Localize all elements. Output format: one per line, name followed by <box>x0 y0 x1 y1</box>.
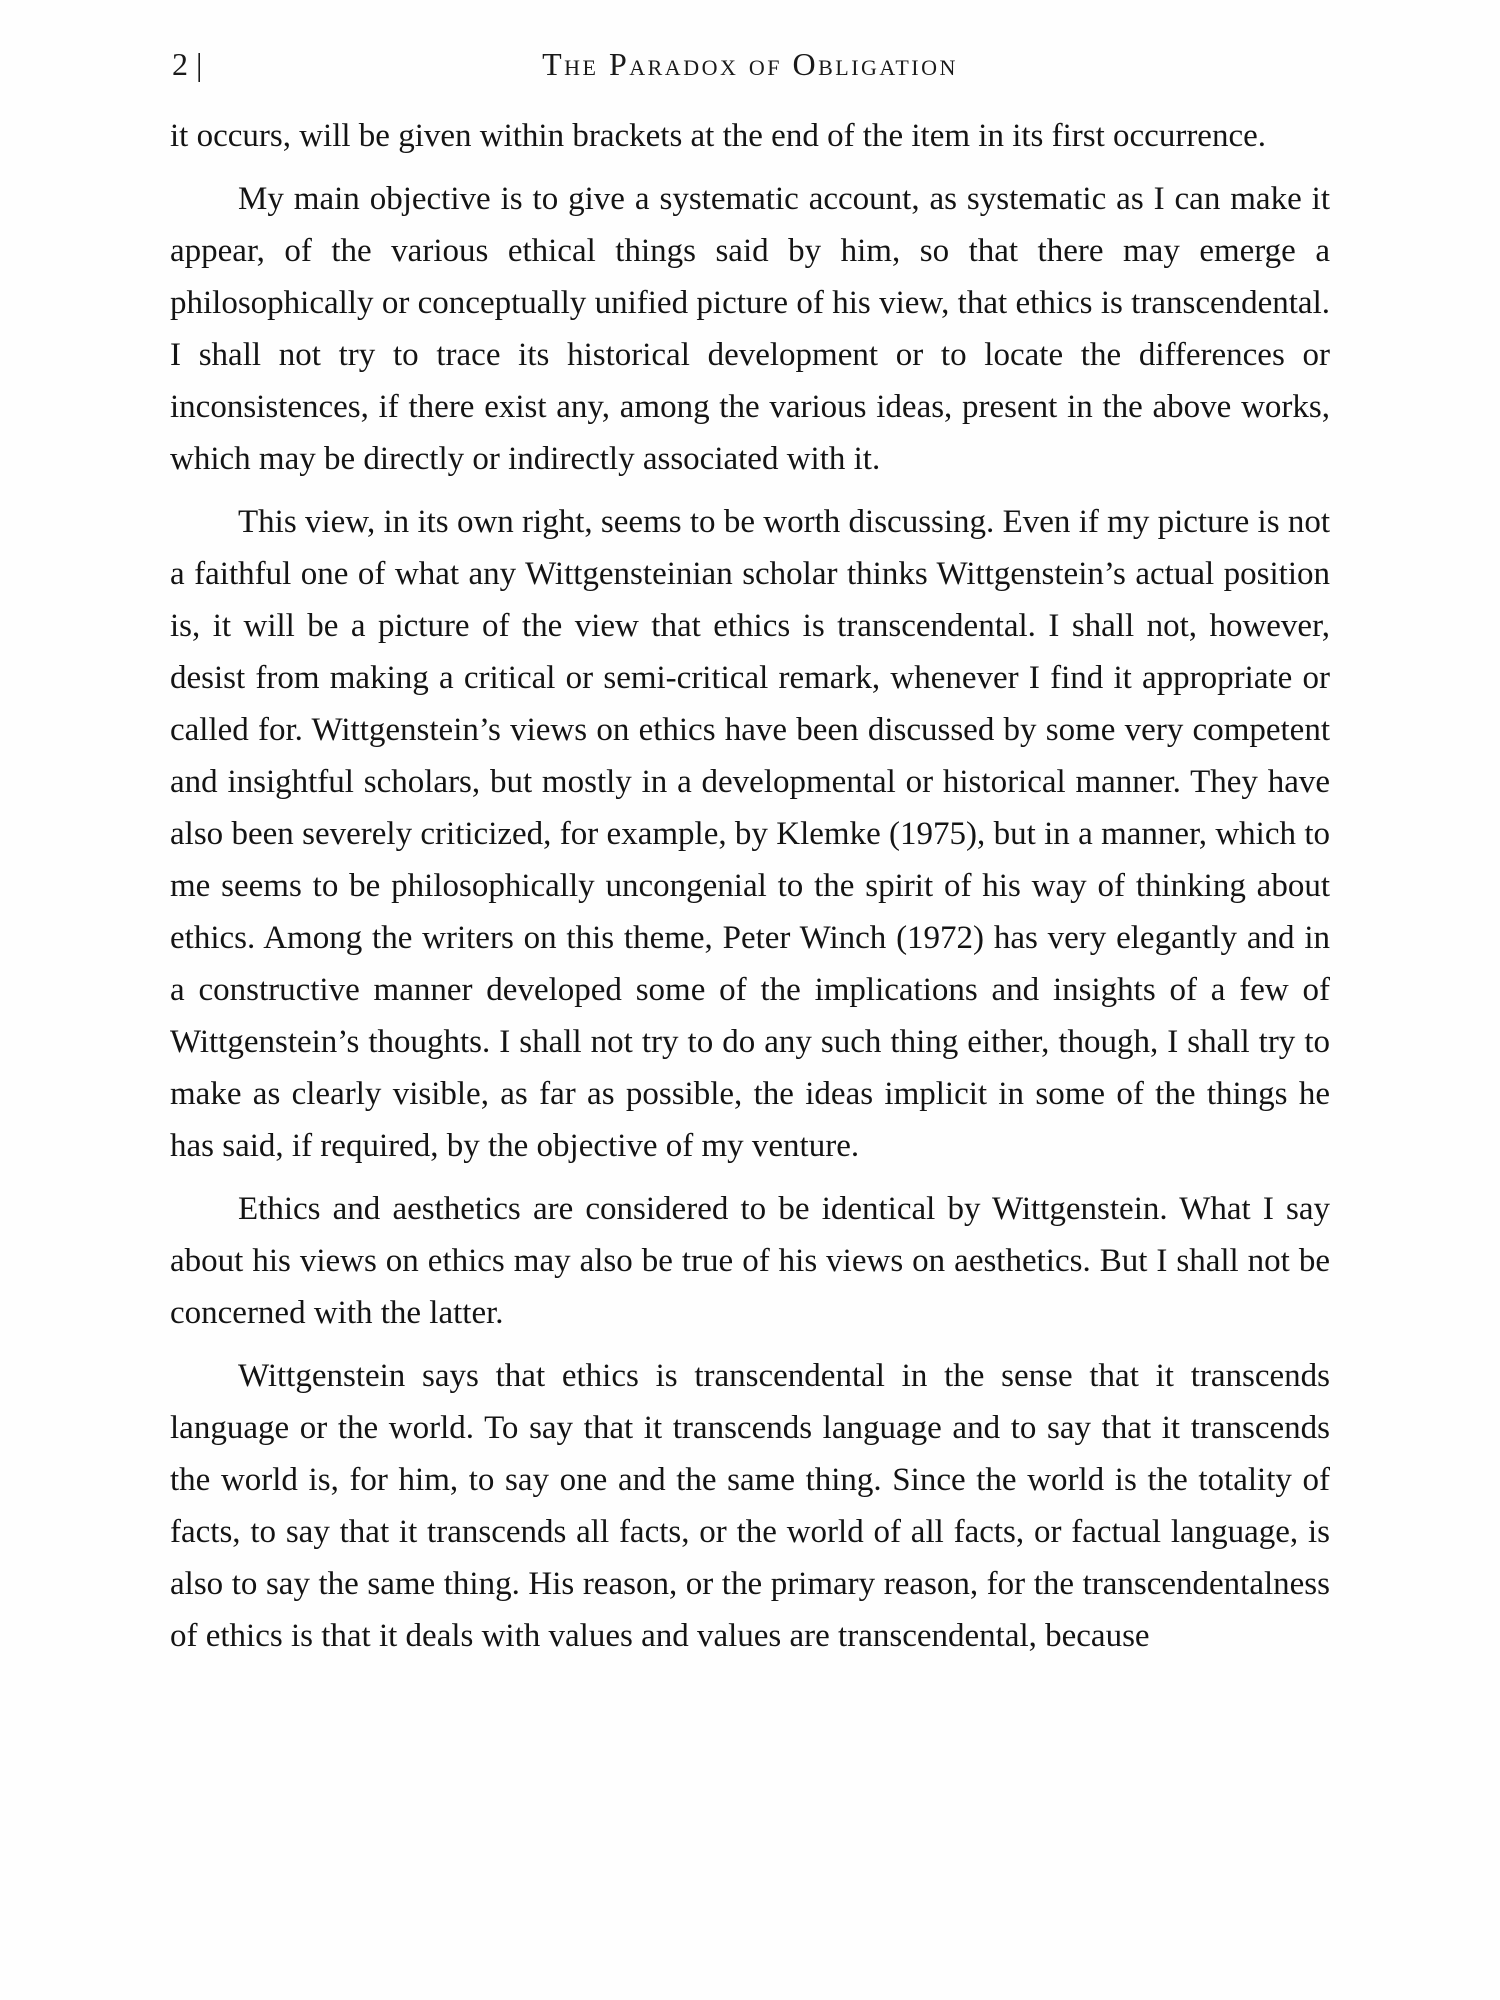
paragraph: My main objective is to give a systematic account, as systematic as I can make it appear, of the various ethical things said by him, so that there may emerge a philosophically or conceptually unified picture of his view, that ethics is transcendental. I shall not try to trace its historical development or to locate the differences or inconsistences, if there exist any, among the various ideas, present in the above works, which may be directly or indirectly associated with it. <box>170 181 1330 477</box>
running-header: The Paradox of Obligation <box>542 46 958 82</box>
page-number-value: 2 <box>172 46 190 82</box>
paragraph: This view, in its own right, seems to be worth discussing. Even if my picture is not a faithful one of what any Wittgensteinian scholar thinks Wittgenstein’s actual position is, it will be a picture of the view that ethics is transcendental. I shall not, however, desist from making a critical or semi-critical remark, whenever I find it appropriate or called for. Wittgenstein’s views on ethics have been discussed by some very competent and insightful scholars, but mostly in a developmental or historical manner. They have also been severely criticized, for example, by Klemke (1975), but in a manner, which to me seems to be philosophically uncongenial to the spirit of his way of thinking about ethics. Among the writers on this theme, Peter Winch (1972) has very elegantly and in a constructive manner developed some of the implications and insights of a few of Wittgenstein’s thoughts. I shall not try to do any such thing either, though, I shall try to make as clearly visible, as far as possible, the ideas implicit in some of the things he has said, if required, by the objective of my venture. <box>170 504 1330 1164</box>
paragraph: Ethics and aesthetics are considered to be identical by Wittgenstein. What I say about his views on ethics may also be true of his views on aesthetics. But I shall not be concerned with the latter. <box>170 1191 1330 1331</box>
page-number-divider: | <box>196 46 205 82</box>
paragraph: Wittgenstein says that ethics is transcendental in the sense that it transcends language or the world. To say that it transcends language and to say that it transcends the world is, for him, to say one and the same thing. Since the world is the totality of facts, to say that it transcends all facts, or the world of all facts, or factual language, is also to say the same thing. His reason, or the primary reason, for the transcendentalness of ethics is that it deals with values and values are transcendental, because <box>170 1358 1330 1654</box>
body-text <box>170 110 1330 1662</box>
page-number <box>172 46 204 83</box>
paragraph-continuation: it occurs, will be given within brackets at the end of the item in its first occurrence. <box>170 118 1266 154</box>
page-header <box>170 46 1330 94</box>
